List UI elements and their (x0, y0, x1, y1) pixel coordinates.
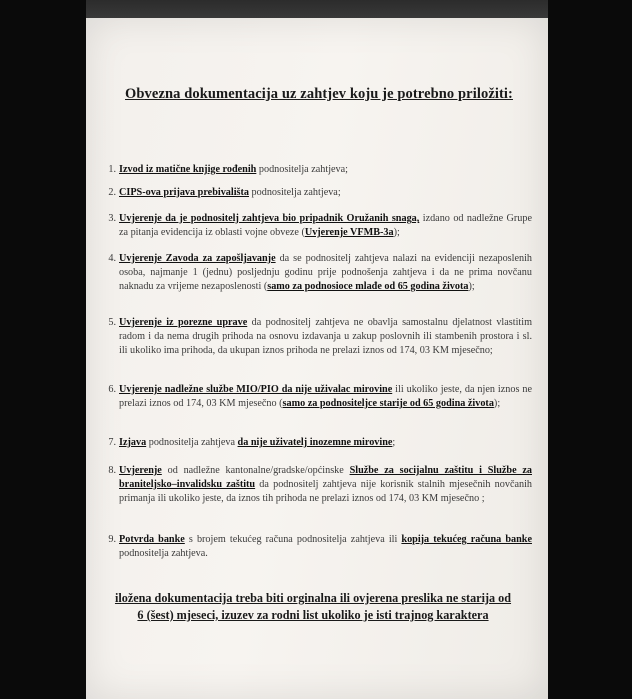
plain-text: podnositelja zahtjeva. (119, 548, 208, 559)
list-item (100, 212, 532, 240)
underlined-document-name: samo za podnosioce mlađe od 65 godina života (267, 281, 469, 292)
list-item-number: 9. (108, 534, 116, 545)
underlined-document-name: Uvjerenje VFMB-3a (304, 227, 394, 238)
plain-text: podnositelja zahtjeva; (249, 187, 341, 198)
footer-line-1: iložena dokumentacija treba biti orginalna ili ovjerena preslika ne starija od (114, 591, 512, 605)
underlined-document-name: Potvrda banke (119, 534, 185, 545)
underlined-document-name: Uvjerenje da je podnositelj zahtjeva bio pripadnik Oružanih snaga, (119, 213, 420, 224)
underlined-document-name: samo za podnositeljce starije od 65 godina života (282, 398, 494, 409)
document-paper (86, 18, 548, 699)
list-item-text (119, 186, 532, 200)
underlined-document-name: Izvod iz matične knjige rođenih (119, 164, 257, 175)
list-item-text (119, 212, 532, 240)
plain-text: podnositelja zahtjeva; (256, 164, 349, 175)
underlined-document-name: Uvjerenje (119, 465, 162, 476)
underlined-document-name: Izjava (119, 437, 147, 448)
list-item-text (119, 464, 532, 506)
plain-text: ); (468, 281, 475, 292)
plain-text: ); (393, 227, 400, 238)
footer-note (86, 590, 548, 624)
underlined-document-name: Uvjerenje nadležne službe MIO/PIO da nije uživalac mirovine (119, 384, 393, 395)
footer-line-2: 6 (šest) mjeseci, izuzev za rodni list ukoliko je isti trajnog karaktera (137, 608, 489, 622)
list-item-number: 1. (108, 164, 116, 175)
list-item (100, 533, 532, 561)
underlined-document-name: kopija tekućeg računa banke (401, 534, 532, 545)
list-item-text (119, 383, 532, 411)
list-item-number: 6. (108, 384, 116, 395)
list-item (100, 464, 532, 506)
underlined-document-name: Službe za socijalnu zaštitu i Službe za braniteljsko–invalidsku zaštitu (119, 465, 532, 490)
list-item-number: 4. (108, 253, 116, 264)
list-item (100, 186, 532, 200)
plain-text: ; (392, 437, 396, 448)
plain-text: da podnositelj zahtjeva ne obavlja samostalnu djelatnost vlastitim radom i da nema drugih prihoda na osnovu izdavanja u zakup poslovnih ili stambenih prostora i sl. ili ukoliko ima prihoda, da ukupan iznos prihoda ne prelazi iznos od 174, 03 KM mjesečno; (119, 317, 532, 356)
plain-text: podnositelja zahtjeva (146, 437, 238, 448)
list-item-number: 2. (108, 187, 116, 198)
list-item (100, 436, 532, 450)
list-item-number: 8. (108, 465, 116, 476)
underlined-document-name: CIPS-ova prijava prebivališta (119, 187, 249, 198)
plain-text: ); (493, 398, 501, 409)
plain-text: ili ukoliko jeste, da njen iznos ne prelazi iznos od 174, 03 KM mjesečno ( (119, 384, 532, 409)
underlined-document-name: Uvjerenje Zavoda za zapošljavanje (119, 253, 276, 264)
plain-text: da se podnositelj zahtjeva nalazi na evidenciji nezaposlenih osoba, najmanje 1 (jednu) posljednju godinu prije podnošenja zahtjeva i da ne prima novčanu naknadu za vrijeme nezaposlenosti ( (119, 253, 532, 292)
document-title: Obvezna dokumentacija uz zahtjev koju je potrebno priložiti: (125, 86, 513, 102)
list-item-number: 7. (108, 437, 116, 448)
list-item-text (119, 533, 532, 561)
underlined-document-name: da nije uživatelj inozemne mirovine (237, 437, 393, 448)
underlined-document-name: Uvjerenje iz porezne uprave (119, 317, 248, 328)
list-item (100, 316, 532, 358)
list-item-text (119, 163, 532, 177)
list-item-text (119, 316, 532, 358)
list-item (100, 163, 532, 177)
plain-text: s brojem tekućeg računa podnositelja zahtjeva ili (184, 534, 402, 545)
list-item-number: 5. (108, 317, 116, 328)
plain-text: izdano od nadležne Grupe za pitanja evidencija iz oblasti vojne obveze ( (119, 213, 533, 238)
list-item-text (119, 252, 532, 294)
list-item-number: 3. (108, 213, 116, 224)
list-item (100, 252, 532, 294)
list-item-text (119, 436, 532, 450)
plain-text: da podnositelj zahtjeva nije korisnik stalnih mjesečnih novčanih primanja ili ukoliko jeste, da iznos tih prihoda ne prelazi iznos od 174, 03 KM mjesečno ; (119, 479, 532, 504)
list-item (100, 383, 532, 411)
plain-text: od nadležne kantonalne/gradske/općinske (161, 465, 350, 476)
